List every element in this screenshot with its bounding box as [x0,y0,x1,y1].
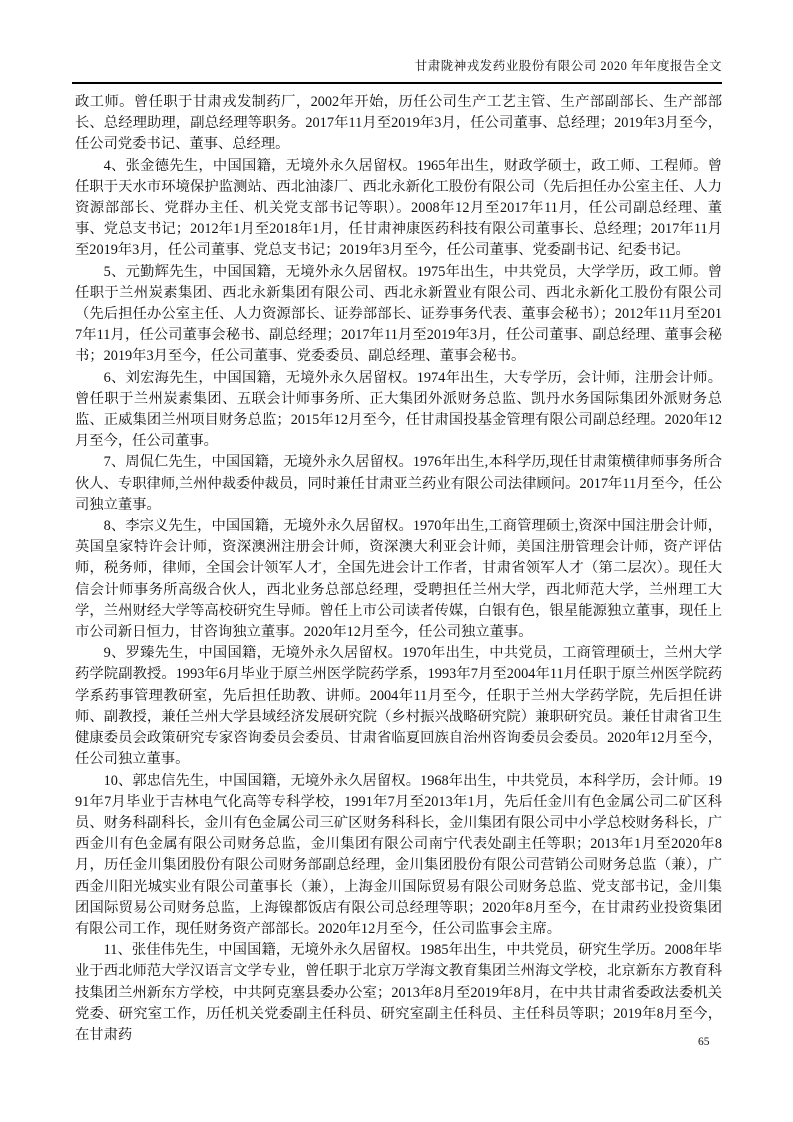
paragraph-bio-luozhen: 9、罗臻先生，中国国籍，无境外永久居留权。1970年出生，中共党员，工商管理硕士，兰州大学药学院副教授。1993年6月毕业于原兰州医学院药学系，1993年7月至2004年11月任职于原兰州医学院药学系药事管理教研室，先后担任助教、讲师。2004年11月至今，任职于兰州大学药学院，先后担任讲师、副教授，兼任兰州大学县域经济发展研究院（乡村振兴战略研究院）兼职研究员。兼任甘肃省卫生健康委员会政策研究专家咨询委员会委员、甘肃省临夏回族自治州咨询委员会委员。2020年12月至今，任公司独立董事。 [75,645,722,768]
document-body [75,92,722,1046]
paragraph-bio-yuanqinhui: 5、元勤辉先生，中国国籍，无境外永久居留权。1975年出生，中共党员，大学学历，政工师。曾任职于兰州炭素集团、西北永新集团有限公司、西北永新置业有限公司、西北永新化工股份有限公司（先后担任办公室主任、人力资源部长、证券部部长、证券事务代表、董事会秘书）；2012年11月至2017年11月，任公司董事会秘书、副总经理；2017年11月至2019年3月，任公司董事、副总经理、董事会秘书；2019年3月至今，任公司董事、党委委员、副总经理、董事会秘书。 [75,263,722,365]
report-header: 甘肃陇神戎发药业股份有限公司 2020 年年度报告全文 [72,56,722,84]
paragraph-bio-lizongyi: 8、李宗义先生，中国国籍，无境外永久居留权。1970年出生,工商管理硕士,资深中国注册会计师，英国皇家特许会计师，资深澳洲注册会计师，资深澳大利亚会计师，美国注册管理会计师，资产评估师，税务师，律师，全国会计领军人才，全国先进会计工作者，甘肃省领军人才（第二层次）。现任大信会计师事务所高级合伙人，西北业务总部总经理，受聘担任兰州大学，西北师范大学，兰州理工大学，兰州财经大学等高校研究生导师。曾任上市公司读者传媒，白银有色，银星能源独立董事，现任上市公司新日恒力，甘咨询独立董事。2020年12月至今，任公司独立董事。 [75,518,722,641]
paragraph-bio-liuhonghai: 6、刘宏海先生，中国国籍，无境外永久居留权。1974年出生，大专学历，会计师，注册会计师。曾任职于兰州炭素集团、五联会计师事务所、正大集团外派财务总监、凯丹水务国际集团外派财务总监、正威集团兰州项目财务总监；2015年12月至今，任甘肃国投基金管理有限公司副总经理。2020年12月至今，任公司董事。 [75,369,722,450]
paragraph-bio-zhangjiawei: 11、张佳伟先生，中国国籍，无境外永久居留权。1985年出生，中共党员，研究生学历。2008年毕业于西北师范大学汉语言文学专业，曾任职于北京万学海文教育集团兰州海文学校，北京新东方教育科技集团兰州新东方学校，中共阿克塞县委办公室；2013年8月至2019年8月，在中共甘肃省委政法委机关党委、研究室工作，历任机关党委副主任科员、研究室副主任科员、主任科员等职；2019年8月至今，在甘肃药 [75,942,722,1043]
paragraph-bio-zhoukanren: 7、周侃仁先生，中国国籍，无境外永久居留权。1976年出生,本科学历,现任甘肃策横律师事务所合伙人、专职律师,兰州仲裁委仲裁员，同时兼任甘肃亚兰药业有限公司法律顾问。2017年11月至今，任公司独立董事。 [75,454,722,513]
paragraph-bio-zhangjinde: 4、张金德先生，中国国籍，无境外永久居留权。1965年出生，财政学硕士，政工师、工程师。曾任职于天水市环境保护监测站、西北油漆厂、西北永新化工股份有限公司（先后担任办公室主任、人力资源部部长、党群办主任、机关党支部书记等职）。2008年12月至2017年11月，任公司副总经理、董事、党总支书记；2012年1月至2018年1月，任甘肃神康医药科技有限公司董事长、总经理；2017年11月至2019年3月，任公司董事、党总支书记；2019年3月至今，任公司董事、党委副书记、纪委书记。 [75,157,722,259]
page-number: 65 [698,1036,710,1048]
paragraph-continuation: 政工师。曾任职于甘肃戎发制药厂，2002年开始，历任公司生产工艺主管、生产部副部长、生产部部长、总经理助理，副总经理等职务。2017年11月至2019年3月，任公司董事、总经理；2019年3月至今，任公司党委书记、董事、总经理。 [75,94,722,153]
paragraph-bio-guozhongxin: 10、郭忠信先生，中国国籍，无境外永久居留权。1968年出生，中共党员，本科学历，会计师。1991年7月毕业于吉林电气化高等专科学校，1991年7月至2013年1月，先后任金川有色金属公司二矿区科员、财务科副科长，金川有色金属公司三矿区财务科科长，金川集团有限公司中小学总校财务科长，广西金川有色金属有限公司财务总监，金川集团有限公司南宁代表处副主任等职；2013年1月至2020年8月，历任金川集团股份有限公司财务部副总经理，金川集团股份有限公司营销公司财务总监（兼），广西金川阳光城实业有限公司董事长（兼），上海金川国际贸易有限公司财务总监、党支部书记，金川集团国际贸易公司财务总监，上海镍都饭店有限公司总经理等职；2020年8月至今，在甘肃药业投资集团有限公司工作，现任财务资产部部长。2020年12月至今，任公司监事会主席。 [75,772,722,937]
